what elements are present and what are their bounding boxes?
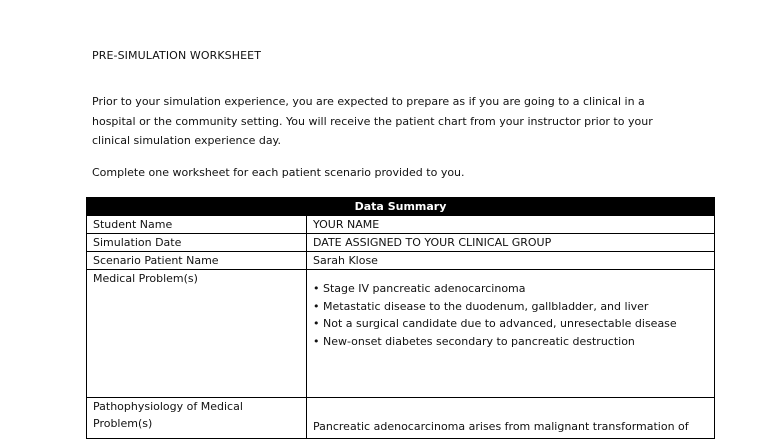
- medical-problems-cell: [307, 270, 715, 398]
- list-item: • Stage IV pancreatic adenocarcinoma: [313, 280, 708, 298]
- list-item: • New-onset diabetes secondary to pancreatic destruction: [313, 333, 708, 351]
- medical-problems-label: Medical Problem(s): [87, 270, 307, 398]
- table-row: [87, 398, 715, 439]
- table-row: [87, 270, 715, 398]
- simulation-date-label: Simulation Date: [87, 234, 307, 252]
- student-name-value: YOUR NAME: [307, 216, 715, 234]
- worksheet-title: PRE-SIMULATION WORKSHEET: [92, 49, 262, 62]
- data-summary-table: [86, 197, 715, 439]
- simulation-date-value: DATE ASSIGNED TO YOUR CLINICAL GROUP: [307, 234, 715, 252]
- intro-paragraph: Prior to your simulation experience, you are expected to prepare as if you are going to a clinical in a hospital or the community setting. You will receive the patient chart from your instructor prior to your clinical simulation experience day.: [92, 95, 653, 147]
- patient-name-label: Scenario Patient Name: [87, 252, 307, 270]
- pathophysiology-text: Pancreatic adenocarcinoma arises from malignant transformation of: [313, 420, 689, 433]
- instruction-paragraph: Complete one worksheet for each patient scenario provided to you.: [92, 166, 465, 179]
- list-item: • Metastatic disease to the duodenum, gallbladder, and liver: [313, 298, 708, 316]
- list-item: • Not a surgical candidate due to advanced, unresectable disease: [313, 315, 708, 333]
- student-name-label: Student Name: [87, 216, 307, 234]
- medical-problems-list: [313, 280, 708, 350]
- table-header: Data Summary: [87, 198, 715, 216]
- patient-name-value: Sarah Klose: [307, 252, 715, 270]
- table-row: [87, 234, 715, 252]
- pathophysiology-label: Pathophysiology of Medical Problem(s): [87, 398, 307, 439]
- pathophysiology-cell: [307, 398, 715, 439]
- table-row: [87, 252, 715, 270]
- table-row: [87, 216, 715, 234]
